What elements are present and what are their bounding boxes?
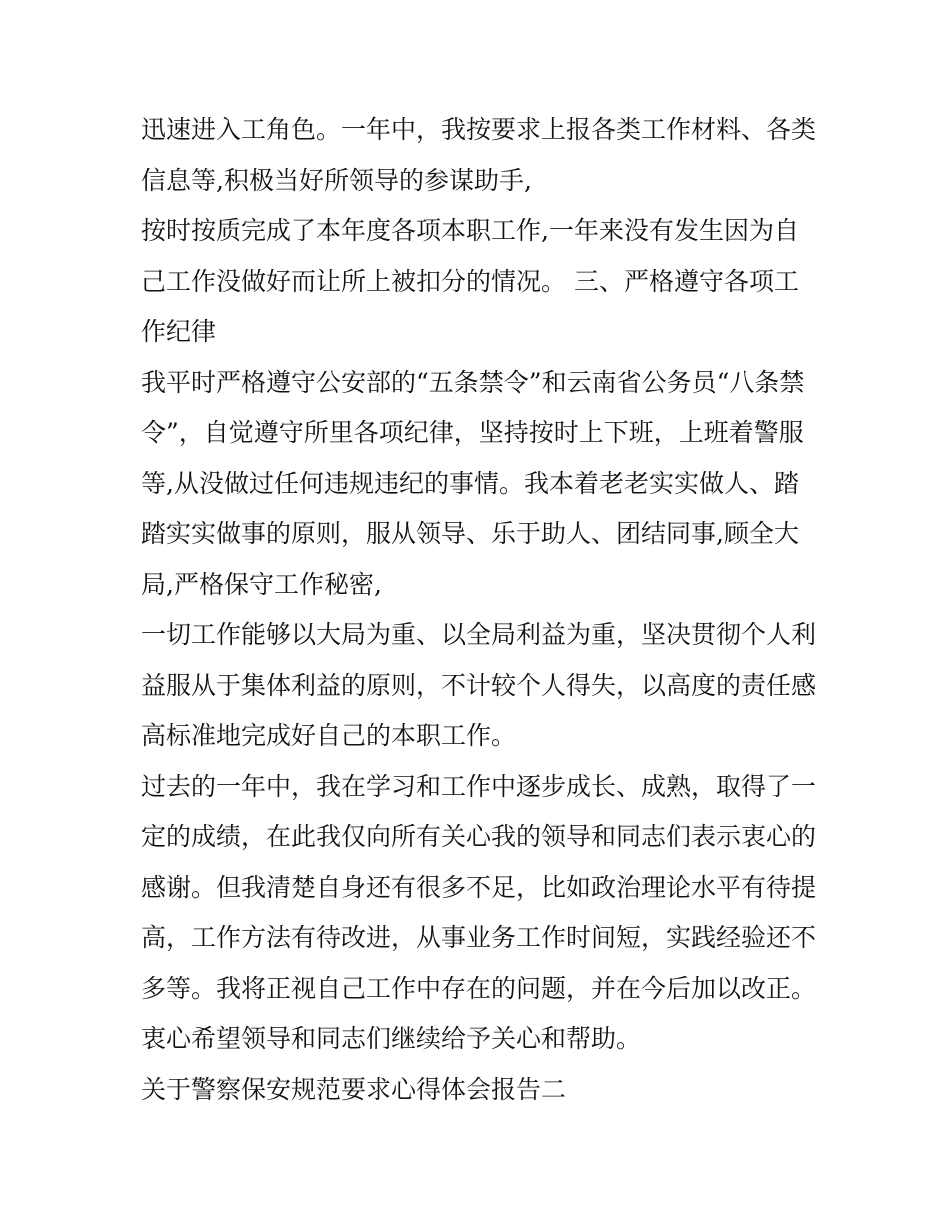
paragraph-summary: 过去的一年中，我在学习和工作中逐步成长、成熟，取得了一定的成绩，在此我仅向所有关心我的领导和同志们表示衷心的感谢。但我清楚自身还有很多不足，比如政治理论水平有待提高，工作方法有待改进，从事业务工作时间短，实践经验还不多等。我将正视自己工作中存在的问题，并在今后加以改正。衷心希望领导和同志们继续给予关心和帮助。: [141, 771, 817, 1053]
paragraph-duties-completed: 按时按质完成了本年度各项本职工作,一年来没有发生因为自己工作没做好而让所上被扣分的情况。 三、严格遵守各项工作纪律: [141, 216, 799, 346]
section-heading-report-two: 关于警察保安规范要求心得体会报告二: [141, 1074, 567, 1104]
paragraph-overall-interest: 一切工作能够以大局为重、以全局利益为重，坚决贯彻个人利益服从于集体利益的原则，不计较个人得失，以高度的责任感高标准地完成好自己的本职工作。: [141, 620, 817, 750]
document-body: [141, 105, 821, 1115]
paragraph-work-role: 迅速进入工角色。一年中，我按要求上报各类工作材料、各类信息等,积极当好所领导的参谋助手,: [141, 115, 817, 195]
paragraph-discipline: 我平时严格遵守公安部的“五条禁令”和云南省公务员“八条禁令”，自觉遵守所里各项纪律，坚持按时上下班，上班着警服等,从没做过任何违规违纪的事情。我本着老老实实做人、踏踏实实做事的原则，服从领导、乐于助人、团结同事,顾全大局,严格保守工作秘密,: [141, 367, 805, 599]
